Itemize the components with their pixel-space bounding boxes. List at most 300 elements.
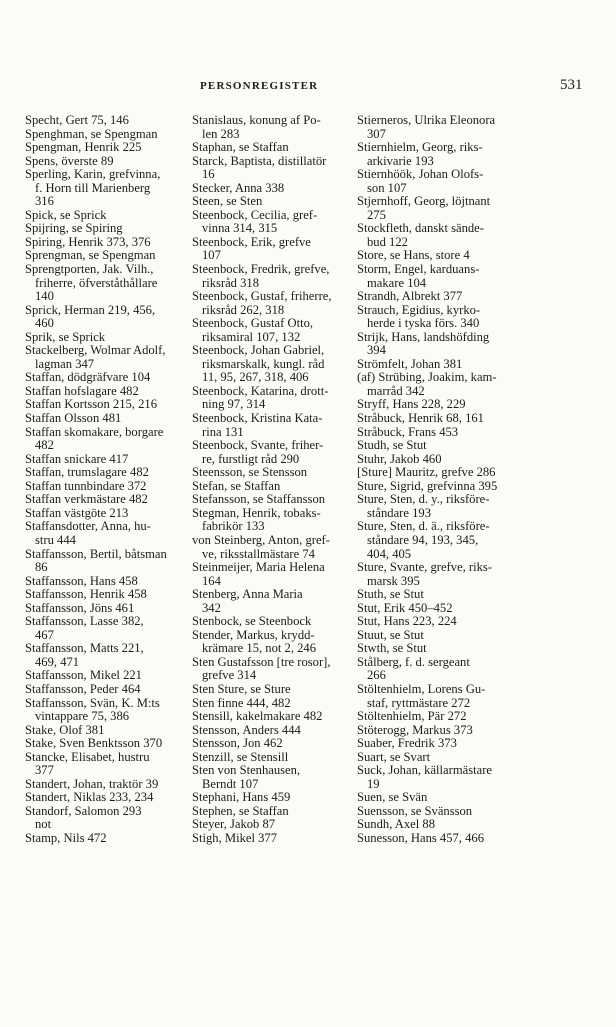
entry-text: ståndare 193 bbox=[367, 505, 431, 520]
entry-text: fabrikör 133 bbox=[202, 519, 265, 534]
entry-text: krämare 15, not 2, 246 bbox=[202, 641, 317, 656]
index-entry-continuation bbox=[25, 290, 181, 304]
index-entry bbox=[25, 751, 181, 765]
entry-text: Sture, Sten, d. ä., riksföre- bbox=[357, 519, 490, 534]
entry-text: Spiring, Henrik 373, 376 bbox=[25, 234, 151, 249]
entry-text: Steenbock, Gustaf, friherre, bbox=[192, 289, 332, 304]
entry-text: Staffan västgöte 213 bbox=[25, 505, 129, 520]
index-entry bbox=[357, 304, 597, 318]
entry-text: 86 bbox=[35, 560, 48, 575]
entry-text: Sprick, Herman 219, 456, bbox=[25, 302, 156, 317]
entry-text: Sten finne 444, 482 bbox=[192, 695, 291, 710]
index-entry bbox=[192, 155, 346, 169]
entry-text: Steinmeijer, Maria Helena bbox=[192, 560, 325, 575]
index-entry-continuation bbox=[192, 548, 346, 562]
index-entry bbox=[25, 507, 181, 521]
entry-text: Suck, Johan, källarmästare bbox=[357, 763, 492, 778]
index-entry-continuation bbox=[192, 358, 346, 372]
entry-text: 140 bbox=[35, 289, 54, 304]
entry-text: Spengman, Henrik 225 bbox=[25, 140, 142, 155]
entry-text: Sten Gustafsson [tre rosor], bbox=[192, 654, 331, 669]
index-entry bbox=[357, 480, 597, 494]
entry-text: Sprengman, se Spengman bbox=[25, 248, 156, 263]
entry-text: ståndare 94, 193, 345, bbox=[367, 532, 479, 547]
index-entry-continuation bbox=[357, 182, 597, 196]
index-entry bbox=[357, 114, 597, 128]
entry-text: Steyer, Jakob 87 bbox=[192, 817, 276, 832]
index-column-2 bbox=[192, 114, 346, 846]
entry-text: Sundh, Axel 88 bbox=[357, 817, 436, 832]
entry-text: 164 bbox=[202, 573, 221, 588]
entry-text: Stjernhoff, Georg, löjtnant bbox=[357, 194, 491, 209]
index-entry bbox=[357, 832, 597, 846]
index-entry bbox=[192, 751, 346, 765]
index-entry-continuation bbox=[192, 304, 346, 318]
entry-text: ve, riksstallmästare 74 bbox=[202, 546, 315, 561]
index-entry bbox=[192, 344, 346, 358]
entry-text: Staffansson, Lasse 382, bbox=[25, 614, 144, 629]
index-column-3 bbox=[357, 114, 597, 846]
index-entry-continuation bbox=[192, 277, 346, 291]
index-entry bbox=[357, 358, 597, 372]
entry-text: Staffansson, Henrik 458 bbox=[25, 587, 147, 602]
index-entry bbox=[25, 683, 181, 697]
entry-text: arkivarie 193 bbox=[367, 153, 434, 168]
index-entry bbox=[357, 683, 597, 697]
index-entry bbox=[25, 588, 181, 602]
entry-text: Berndt 107 bbox=[202, 776, 259, 791]
entry-text: Stöltenhielm, Pär 272 bbox=[357, 709, 467, 724]
index-entry bbox=[357, 791, 597, 805]
index-entry bbox=[25, 602, 181, 616]
index-entry bbox=[25, 697, 181, 711]
entry-text: Stanislaus, konung af Po- bbox=[192, 113, 321, 127]
entry-text: Stråbuck, Frans 453 bbox=[357, 424, 459, 439]
entry-text: Staffan skomakare, borgare bbox=[25, 424, 164, 439]
index-entry bbox=[357, 818, 597, 832]
entry-text: Stackelberg, Wolmar Adolf, bbox=[25, 343, 166, 358]
index-entry-continuation bbox=[357, 385, 597, 399]
entry-text: re, furstligt råd 290 bbox=[202, 451, 300, 466]
index-entry bbox=[192, 141, 346, 155]
entry-text: Suen, se Svän bbox=[357, 790, 428, 805]
index-entry-continuation bbox=[192, 168, 346, 182]
index-entry bbox=[357, 195, 597, 209]
entry-text: Strandh, Albrekt 377 bbox=[357, 289, 463, 304]
entry-text: Stephen, se Staffan bbox=[192, 803, 289, 818]
entry-text: Specht, Gert 75, 146 bbox=[25, 113, 129, 127]
entry-text: Sture, Sigrid, grefvinna 395 bbox=[357, 478, 498, 493]
index-entry bbox=[25, 575, 181, 589]
index-entry-continuation bbox=[357, 128, 597, 142]
index-entry bbox=[25, 737, 181, 751]
index-entry-continuation bbox=[357, 534, 597, 548]
index-entry-continuation bbox=[357, 209, 597, 223]
index-entry bbox=[25, 520, 181, 534]
index-entry-continuation bbox=[357, 507, 597, 521]
index-entry bbox=[25, 778, 181, 792]
index-entry-continuation bbox=[357, 697, 597, 711]
index-entry bbox=[357, 249, 597, 263]
index-entry-continuation bbox=[25, 629, 181, 643]
index-entry bbox=[192, 656, 346, 670]
entry-text: von Steinberg, Anton, gref- bbox=[192, 532, 330, 547]
entry-text: Suensson, se Svänsson bbox=[357, 803, 473, 818]
index-entry bbox=[192, 236, 346, 250]
page-number: 531 bbox=[560, 77, 583, 93]
entry-text: Strijk, Hans, landshöfding bbox=[357, 329, 490, 344]
index-entry bbox=[357, 371, 597, 385]
index-entry bbox=[25, 791, 181, 805]
index-entry bbox=[192, 724, 346, 738]
entry-text: Spenghman, se Spengman bbox=[25, 126, 158, 141]
index-entry-continuation bbox=[192, 331, 346, 345]
entry-text: riksmarskalk, kungl. råd bbox=[202, 356, 325, 371]
entry-text: Steenbock, Svante, friher- bbox=[192, 438, 324, 453]
index-entry bbox=[25, 615, 181, 629]
running-title: PERSONREGISTER bbox=[200, 80, 319, 92]
index-entry bbox=[192, 412, 346, 426]
index-entry-continuation bbox=[357, 344, 597, 358]
index-entry bbox=[357, 331, 597, 345]
index-entry bbox=[192, 290, 346, 304]
index-entry bbox=[357, 724, 597, 738]
entry-text: Stuhr, Jakob 460 bbox=[357, 451, 442, 466]
index-entry bbox=[25, 155, 181, 169]
index-entry bbox=[25, 724, 181, 738]
index-entry bbox=[192, 263, 346, 277]
entry-text: Stenberg, Anna Maria bbox=[192, 587, 303, 602]
index-entry bbox=[357, 263, 597, 277]
index-entry-continuation bbox=[25, 561, 181, 575]
index-entry-continuation bbox=[357, 548, 597, 562]
entry-text: Storm, Engel, karduans- bbox=[357, 262, 480, 277]
index-entry bbox=[357, 602, 597, 616]
entry-text: Stefan, se Staffan bbox=[192, 478, 281, 493]
index-entry-continuation bbox=[25, 358, 181, 372]
index-entry bbox=[192, 534, 346, 548]
entry-text: 377 bbox=[35, 763, 54, 778]
index-entry bbox=[357, 398, 597, 412]
index-entry bbox=[25, 249, 181, 263]
entry-text: Steen, se Sten bbox=[192, 194, 263, 209]
index-entry bbox=[357, 710, 597, 724]
entry-text: Stephani, Hans 459 bbox=[192, 790, 291, 805]
entry-text: Staffan, dödgräfvare 104 bbox=[25, 370, 151, 385]
entry-text: 275 bbox=[367, 207, 386, 222]
index-entry bbox=[25, 805, 181, 819]
entry-text: Strömfelt, Johan 381 bbox=[357, 356, 463, 371]
entry-text: Stryff, Hans 228, 229 bbox=[357, 397, 466, 412]
index-entry bbox=[357, 141, 597, 155]
entry-text: Staffansson, Hans 458 bbox=[25, 573, 138, 588]
index-entry bbox=[192, 507, 346, 521]
index-entry bbox=[192, 209, 346, 223]
index-entry bbox=[357, 737, 597, 751]
index-entry bbox=[25, 304, 181, 318]
entry-text: Stake, Sven Benktsson 370 bbox=[25, 736, 163, 751]
index-entry bbox=[192, 561, 346, 575]
index-entry bbox=[25, 263, 181, 277]
index-entry bbox=[25, 114, 181, 128]
entry-text: makare 104 bbox=[367, 275, 427, 290]
entry-text: Stamp, Nils 472 bbox=[25, 830, 107, 845]
index-entry bbox=[192, 493, 346, 507]
entry-text: Stuut, se Stut bbox=[357, 627, 424, 642]
index-entry-continuation bbox=[192, 128, 346, 142]
index-entry-continuation bbox=[192, 520, 346, 534]
index-entry bbox=[357, 439, 597, 453]
entry-text: not bbox=[35, 817, 52, 832]
index-entry bbox=[192, 832, 346, 846]
index-entry bbox=[357, 466, 597, 480]
entry-text: vintappare 75, 386 bbox=[35, 709, 130, 724]
entry-text: friherre, öfverståthållare bbox=[35, 275, 158, 290]
entry-text: Suaber, Fredrik 373 bbox=[357, 736, 457, 751]
entry-text: Stråbuck, Henrik 68, 161 bbox=[357, 411, 484, 426]
entry-text: Studh, se Stut bbox=[357, 438, 427, 453]
entry-text: Stiernhielm, Georg, riks- bbox=[357, 140, 483, 155]
index-entry-continuation bbox=[25, 195, 181, 209]
index-entry bbox=[192, 385, 346, 399]
entry-text: Sture, Svante, grefve, riks- bbox=[357, 560, 492, 575]
index-entry-continuation bbox=[192, 669, 346, 683]
index-entry bbox=[357, 222, 597, 236]
entry-text: marsk 395 bbox=[367, 573, 420, 588]
entry-text: Stuth, se Stut bbox=[357, 587, 424, 602]
index-entry bbox=[357, 642, 597, 656]
index-entry-continuation bbox=[25, 818, 181, 832]
index-entry bbox=[25, 832, 181, 846]
entry-text: 467 bbox=[35, 627, 54, 642]
index-entry bbox=[192, 683, 346, 697]
index-entry-continuation bbox=[357, 778, 597, 792]
index-entry bbox=[192, 710, 346, 724]
index-entry-continuation bbox=[192, 398, 346, 412]
entry-text: Stensson, Anders 444 bbox=[192, 722, 301, 737]
index-entry bbox=[25, 128, 181, 142]
entry-text: Staffansson, Mikel 221 bbox=[25, 668, 142, 683]
index-entry-continuation bbox=[192, 453, 346, 467]
entry-text: Stut, Hans 223, 224 bbox=[357, 614, 457, 629]
entry-text: Steenbock, Erik, grefve bbox=[192, 234, 311, 249]
entry-text: Stöltenhielm, Lorens Gu- bbox=[357, 681, 486, 696]
index-entry bbox=[357, 493, 597, 507]
entry-text: Sprengtporten, Jak. Vilh., bbox=[25, 262, 154, 277]
entry-text: son 107 bbox=[367, 180, 407, 195]
entry-text: Stiernhöök, Johan Olofs- bbox=[357, 167, 484, 182]
entry-text: Stender, Markus, krydd- bbox=[192, 627, 315, 642]
index-entry bbox=[357, 426, 597, 440]
entry-text: Staffan hofslagare 482 bbox=[25, 383, 139, 398]
index-entry bbox=[25, 209, 181, 223]
index-entry bbox=[25, 493, 181, 507]
index-entry bbox=[25, 453, 181, 467]
index-entry-continuation bbox=[25, 439, 181, 453]
entry-text: Staffansson, Svän, K. M:ts bbox=[25, 695, 160, 710]
index-entry bbox=[192, 466, 346, 480]
index-entry bbox=[192, 588, 346, 602]
entry-text: Store, se Hans, store 4 bbox=[357, 248, 470, 263]
index-entry bbox=[357, 656, 597, 670]
entry-text: 342 bbox=[202, 600, 221, 615]
entry-text: Stake, Olof 381 bbox=[25, 722, 105, 737]
entry-text: Stancke, Elisabet, hustru bbox=[25, 749, 150, 764]
index-entry bbox=[357, 615, 597, 629]
index-entry-continuation bbox=[25, 710, 181, 724]
entry-text: Standert, Johan, traktör 39 bbox=[25, 776, 159, 791]
index-entry bbox=[192, 615, 346, 629]
index-entry-continuation bbox=[25, 656, 181, 670]
entry-text: Standorf, Salomon 293 bbox=[25, 803, 142, 818]
entry-text: Stierneros, Ulrika Eleonora bbox=[357, 113, 496, 127]
entry-text: ning 97, 314 bbox=[202, 397, 266, 412]
index-entry bbox=[192, 317, 346, 331]
index-entry-continuation bbox=[25, 764, 181, 778]
entry-text: 482 bbox=[35, 438, 54, 453]
entry-text: Stenbock, se Steenbock bbox=[192, 614, 312, 629]
entry-text: herde i tyska förs. 340 bbox=[367, 316, 480, 331]
index-entry bbox=[25, 412, 181, 426]
index-entry-continuation bbox=[192, 249, 346, 263]
index-entry-continuation bbox=[357, 277, 597, 291]
index-entry-continuation bbox=[357, 317, 597, 331]
entry-text: Staffan, trumslagare 482 bbox=[25, 465, 149, 480]
entry-text: Staffansdotter, Anna, hu- bbox=[25, 519, 151, 534]
entry-text: riksamiral 107, 132 bbox=[202, 329, 301, 344]
entry-text: Spijring, se Spiring bbox=[25, 221, 123, 236]
entry-text: 460 bbox=[35, 316, 54, 331]
index-entry bbox=[357, 561, 597, 575]
index-entry bbox=[25, 480, 181, 494]
index-entry bbox=[192, 182, 346, 196]
index-entry-continuation bbox=[192, 575, 346, 589]
index-entry-continuation bbox=[357, 155, 597, 169]
entry-text: 11, 95, 267, 318, 406 bbox=[202, 370, 309, 385]
entry-text: [Sture] Mauritz, grefve 286 bbox=[357, 465, 496, 480]
entry-text: Staffan Kortsson 215, 216 bbox=[25, 397, 157, 412]
entry-text: Stegman, Henrik, tobaks- bbox=[192, 505, 321, 520]
entry-text: Stwth, se Stut bbox=[357, 641, 427, 656]
index-entry-continuation bbox=[357, 575, 597, 589]
entry-text: Steenbock, Cecilia, gref- bbox=[192, 207, 318, 222]
entry-text: Spens, överste 89 bbox=[25, 153, 114, 168]
entry-text: Stensson, Jon 462 bbox=[192, 736, 283, 751]
index-entry bbox=[192, 195, 346, 209]
entry-text: 394 bbox=[367, 343, 386, 358]
index-entry bbox=[357, 588, 597, 602]
entry-text: Starck, Baptista, distillatör bbox=[192, 153, 327, 168]
entry-text: f. Horn till Marienberg bbox=[35, 180, 151, 195]
entry-text: Sperling, Karin, grefvinna, bbox=[25, 167, 161, 182]
entry-text: Sture, Sten, d. y., riksföre- bbox=[357, 492, 490, 507]
entry-text: grefve 314 bbox=[202, 668, 257, 683]
index-entry bbox=[25, 548, 181, 562]
entry-text: Sunesson, Hans 457, 466 bbox=[357, 830, 484, 845]
index-entry bbox=[25, 426, 181, 440]
index-entry-continuation bbox=[25, 182, 181, 196]
entry-text: rina 131 bbox=[202, 424, 244, 439]
index-entry bbox=[192, 697, 346, 711]
index-entry-continuation bbox=[25, 534, 181, 548]
index-entry bbox=[357, 412, 597, 426]
entry-text: Steenbock, Katarina, drott- bbox=[192, 383, 329, 398]
index-entry-continuation bbox=[357, 669, 597, 683]
entry-text: Steenbock, Fredrik, grefve, bbox=[192, 262, 330, 277]
entry-text: stru 444 bbox=[35, 532, 76, 547]
entry-text: Stålberg, f. d. sergeant bbox=[357, 654, 470, 669]
entry-text: Staffan tunnbindare 372 bbox=[25, 478, 147, 493]
index-entry bbox=[192, 629, 346, 643]
page-header bbox=[0, 77, 616, 96]
index-entry bbox=[192, 791, 346, 805]
entry-text: Sprik, se Sprick bbox=[25, 329, 106, 344]
entry-text: Stöterogg, Markus 373 bbox=[357, 722, 473, 737]
entry-text: 404, 405 bbox=[367, 546, 412, 561]
entry-text: Standert, Niklas 233, 234 bbox=[25, 790, 154, 805]
index-entry bbox=[192, 737, 346, 751]
index-entry bbox=[25, 222, 181, 236]
entry-text: Strauch, Egidius, kyrko- bbox=[357, 302, 481, 317]
index-entry bbox=[25, 385, 181, 399]
index-entry bbox=[25, 168, 181, 182]
entry-text: Staffan verkmästare 482 bbox=[25, 492, 148, 507]
entry-text: Stockfleth, danskt sände- bbox=[357, 221, 484, 236]
index-entry bbox=[192, 439, 346, 453]
index-entry bbox=[25, 466, 181, 480]
index-entry-continuation bbox=[192, 371, 346, 385]
index-entry bbox=[25, 141, 181, 155]
index-entry bbox=[192, 480, 346, 494]
entry-text: 307 bbox=[367, 126, 386, 141]
entry-text: Staphan, se Staffan bbox=[192, 140, 289, 155]
index-entry bbox=[25, 642, 181, 656]
entry-text: Stensill, kakelmakare 482 bbox=[192, 709, 323, 724]
entry-text: Staffan snickare 417 bbox=[25, 451, 129, 466]
index-entry bbox=[357, 290, 597, 304]
index-entry bbox=[357, 764, 597, 778]
entry-text: Steensson, se Stensson bbox=[192, 465, 308, 480]
index-entry bbox=[25, 331, 181, 345]
entry-text: Steenbock, Kristina Kata- bbox=[192, 411, 323, 426]
index-entry bbox=[25, 344, 181, 358]
entry-text: Staffansson, Jöns 461 bbox=[25, 600, 135, 615]
index-entry bbox=[25, 236, 181, 250]
entry-text: len 283 bbox=[202, 126, 240, 141]
entry-text: Steenbock, Johan Gabriel, bbox=[192, 343, 325, 358]
entry-text: (af) Strübing, Joakim, kam- bbox=[357, 370, 497, 385]
entry-text: Stefansson, se Staffansson bbox=[192, 492, 326, 507]
index-entry bbox=[192, 818, 346, 832]
entry-text: 316 bbox=[35, 194, 54, 209]
index-entry bbox=[192, 805, 346, 819]
index-entry-continuation bbox=[357, 236, 597, 250]
entry-text: Staffansson, Peder 464 bbox=[25, 681, 141, 696]
entry-text: 16 bbox=[202, 167, 215, 182]
index-entry-continuation bbox=[192, 222, 346, 236]
entry-text: riksråd 262, 318 bbox=[202, 302, 285, 317]
entry-text: vinna 314, 315 bbox=[202, 221, 278, 236]
index-entry-continuation bbox=[25, 277, 181, 291]
entry-text: Steenbock, Gustaf Otto, bbox=[192, 316, 314, 331]
entry-text: Stecker, Anna 338 bbox=[192, 180, 285, 195]
index-entry-continuation bbox=[25, 317, 181, 331]
entry-text: Staffansson, Bertil, båtsman bbox=[25, 546, 167, 561]
entry-text: 469, 471 bbox=[35, 654, 80, 669]
entry-text: Suart, se Svart bbox=[357, 749, 431, 764]
entry-text: Sten von Stenhausen, bbox=[192, 763, 301, 778]
entry-text: marråd 342 bbox=[367, 383, 425, 398]
